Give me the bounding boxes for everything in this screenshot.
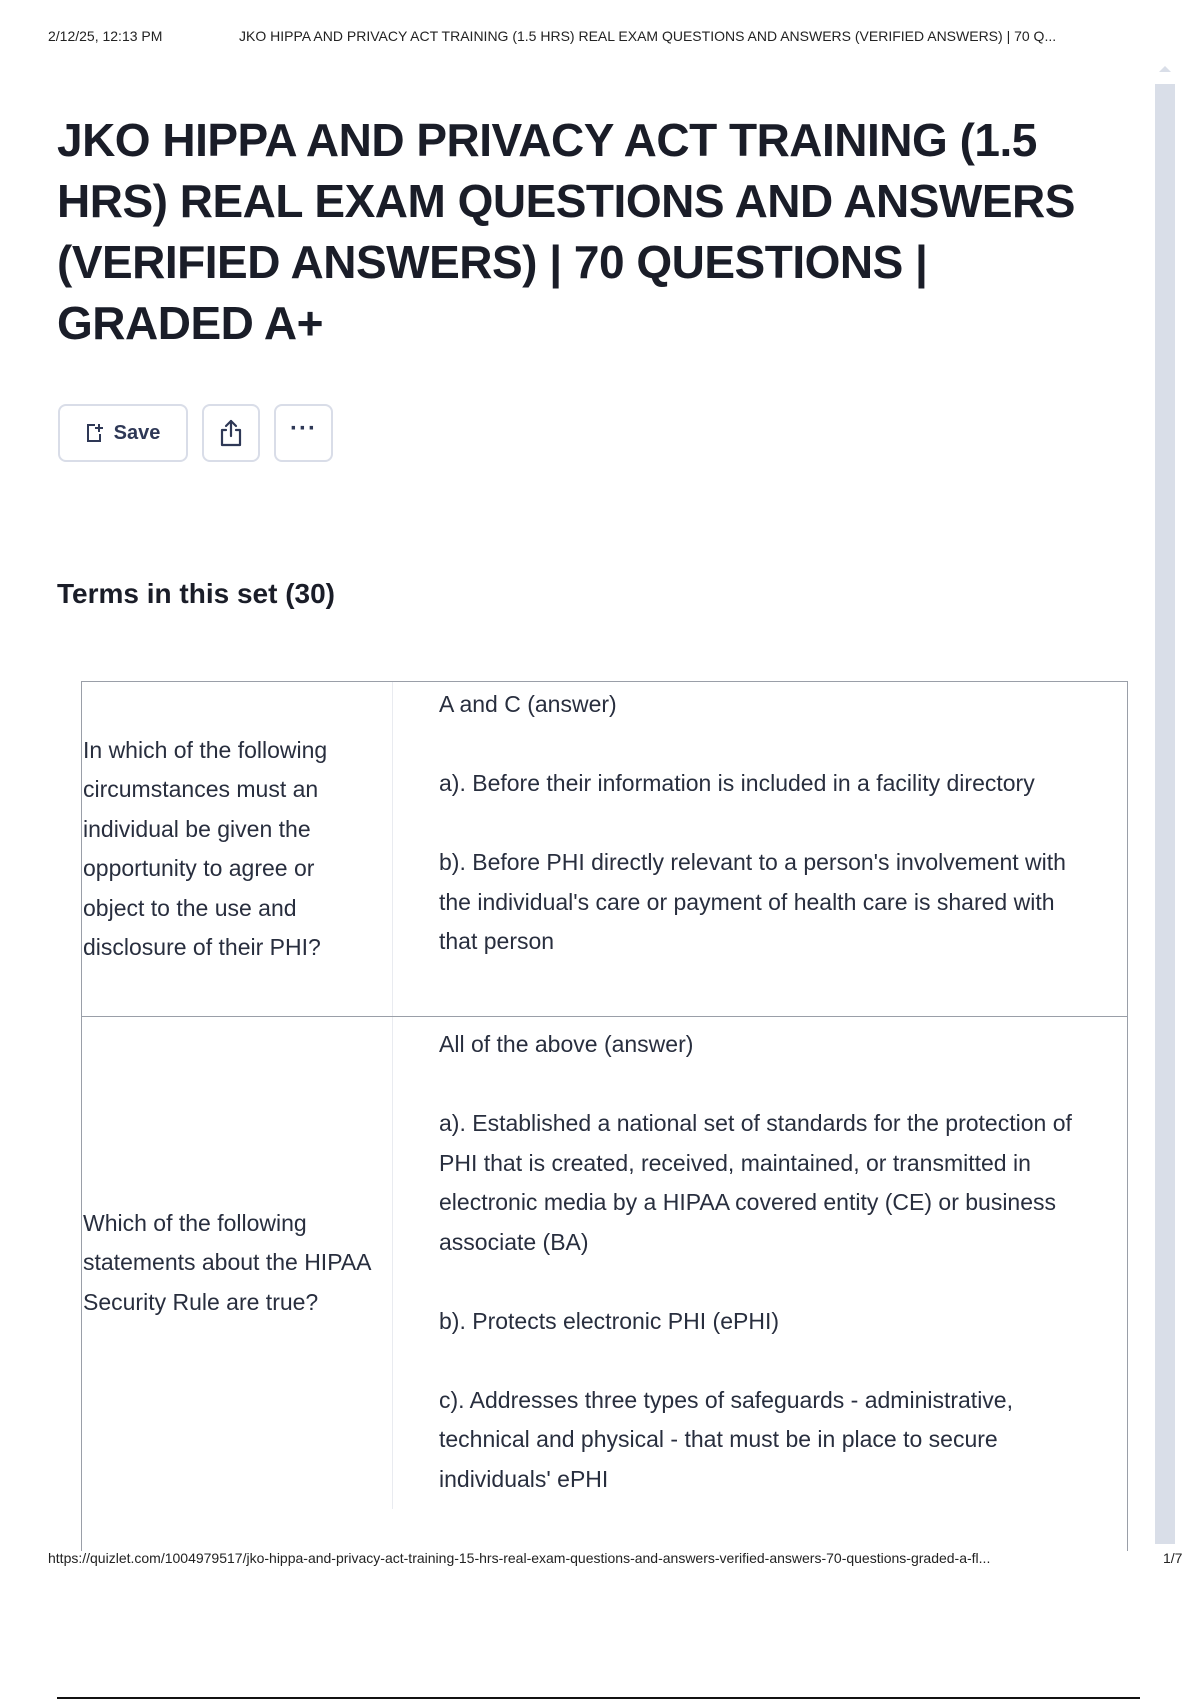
divider	[57, 1697, 1140, 1699]
terms-table	[81, 681, 1128, 1551]
scroll-up-arrow-icon[interactable]	[1159, 66, 1171, 72]
page-title: JKO HIPPA AND PRIVACY ACT TRAINING (1.5 HRS) REAL EXAM QUESTIONS AND ANSWERS (VERIFIED ANSWERS) | 70 QUESTIONS | GRADED A+	[57, 114, 1075, 349]
vertical-scrollbar[interactable]	[1155, 84, 1175, 1544]
save-button[interactable]	[58, 404, 188, 462]
definition-cell: A and C (answer) a). Before their information is included in a facility directory b). Before PHI directly relevant to a person's involvement with the individual's care or payment of health care is shared with that person	[439, 691, 1066, 954]
more-options-button[interactable]: ···	[274, 404, 333, 462]
share-icon	[218, 419, 244, 447]
print-url: https://quizlet.com/1004979517/jko-hippa-and-privacy-act-training-15-hrs-real-exam-questions-and-answers-verified-answers-70-questions-graded-a-fl...	[48, 1550, 991, 1566]
table-row[interactable]	[82, 682, 1127, 1017]
term-cell: Which of the following statements about the HIPAA Security Rule are true?	[82, 1017, 393, 1509]
print-document-title: JKO HIPPA AND PRIVACY ACT TRAINING (1.5 HRS) REAL EXAM QUESTIONS AND ANSWERS (VERIFIED ANSWERS) | 70 Q...	[239, 28, 1057, 44]
print-datetime: 2/12/25, 12:13 PM	[48, 28, 163, 44]
definition-cell: All of the above (answer) a). Established a national set of standards for the protection of PHI that is created, received, maintained, or transmitted in electronic media by a HIPAA covered entity (CE) or business associate (BA) b). Protects electronic PHI (ePHI) c). Addresses three types of safeguards - administrative, technical and physical - that must be in place to secure individuals' ePHI	[439, 1031, 1072, 1492]
action-toolbar	[58, 404, 347, 462]
terms-heading: Terms in this set (30)	[57, 578, 336, 609]
term-cell: In which of the following circumstances must an individual be given the opportunity to agree or object to the use and disclosure of their PHI?	[82, 682, 393, 1016]
bookmark-plus-icon	[86, 423, 104, 443]
save-button-label: Save	[113, 421, 161, 444]
page-number: 1/7	[1163, 1550, 1183, 1566]
table-row[interactable]	[82, 1017, 1127, 1509]
share-button[interactable]	[202, 404, 260, 462]
